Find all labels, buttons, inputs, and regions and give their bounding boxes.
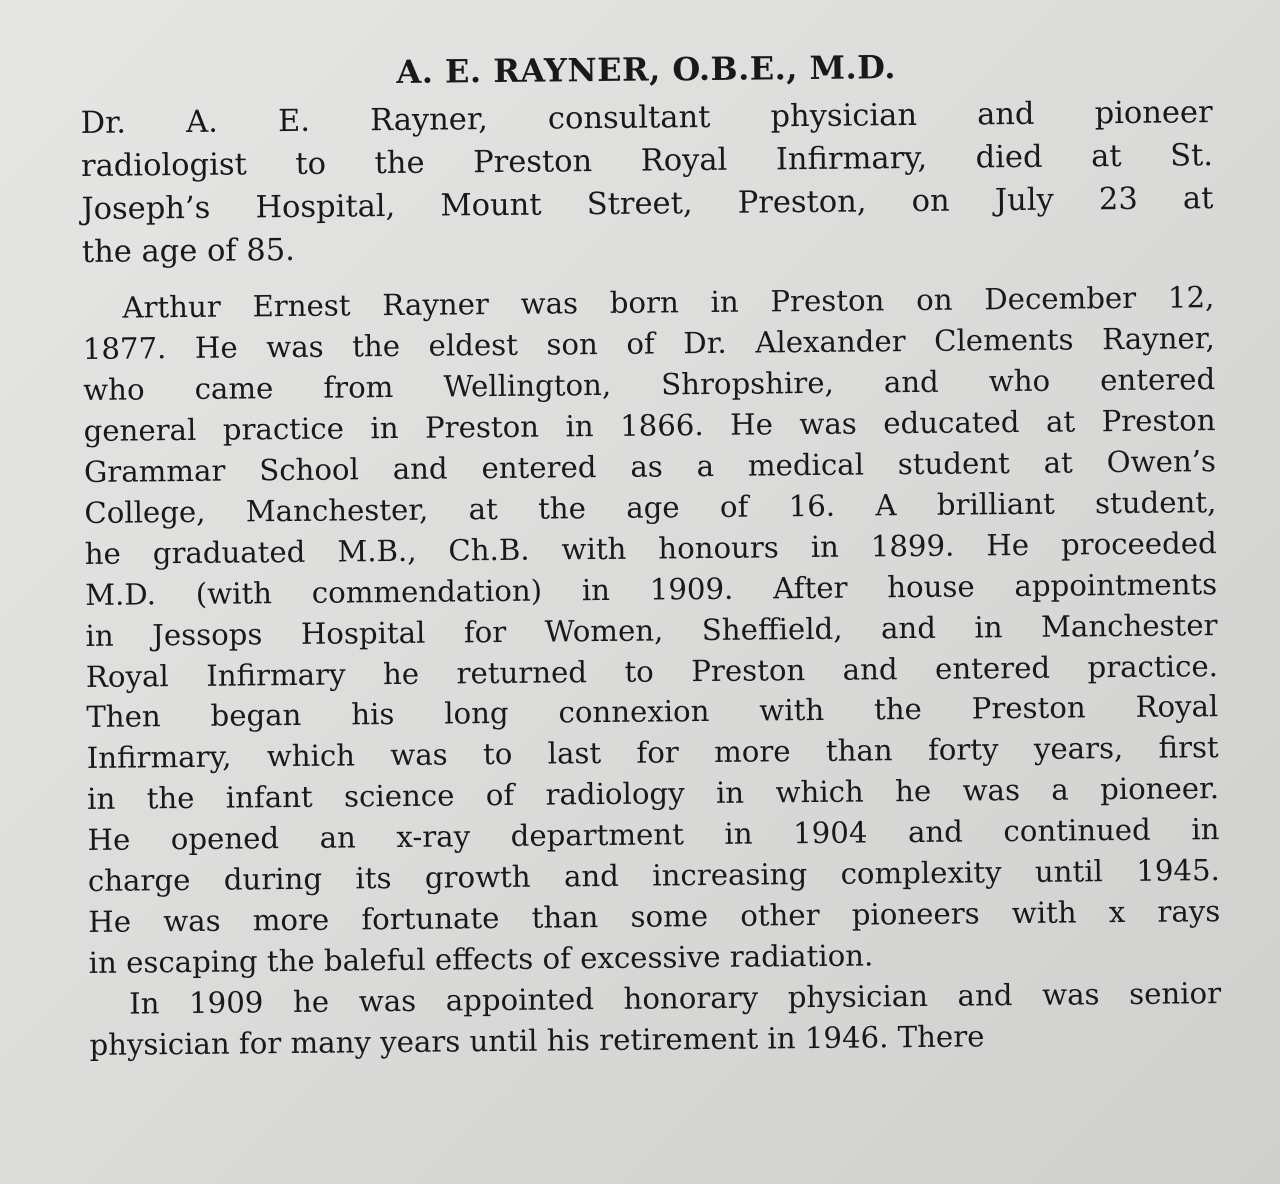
text-line: In 1909 he was appointed honorary physician and was senior [128,975,1222,1021]
text-line: in escaping the baleful effects of excessive radiation. [88,938,874,980]
text-line: 1877. He was the eldest son of Dr. Alexander Clements Rayner, [82,321,1215,367]
text-line: Arthur Ernest Rayner was born in Preston on December 12, [122,280,1215,325]
paragraph-1 [80,92,1214,275]
text-line: the age of 85. [81,233,296,271]
text-line: Then began his long connexion with the Preston Royal [86,689,1219,735]
text-line: M.D. (with commendation) in 1909. After house appointments [85,566,1218,612]
text-line: College, Manchester, at the age of 16. A brilliant student, [84,485,1217,530]
text-line: Dr. A. E. Rayner, consultant physician and pioneer [80,95,1213,142]
text-line: Grammar School and entered as a medical student at Owen’s [83,444,1217,489]
text-line: general practice in Preston in 1866. He was educated at Preston [83,403,1216,449]
paragraph-2 [82,278,1221,984]
text-line: in the infant science of radiology in which he was a pioneer. [86,771,1220,817]
text-line: Royal Infirmary he returned to Preston and entered practice. [85,648,1219,694]
text-line: Infirmary, which was to last for more than forty years, first [86,730,1219,776]
obituary-title: A. E. RAYNER, O.B.E., M.D. [396,48,897,91]
text-line: he graduated M.B., Ch.B. with honours in 1899. He proceeded [84,525,1217,571]
paragraph-3 [89,973,1222,1066]
text-line: physician for many years until his retirement in 1946. There [89,1019,985,1062]
text-line: He opened an x-ray department in 1904 and continued in [87,812,1220,858]
text-line: charge during its growth and increasing complexity until 1945. [87,853,1221,899]
text-line: He was more fortunate than some other pioneers with x rays [88,894,1221,939]
text-column [80,45,1222,1065]
text-line: in Jessops Hospital for Women, Sheffield, and in Manchester [85,607,1218,653]
text-line: Joseph’s Hospital, Mount Street, Preston, on July 23 at [81,181,1214,228]
text-line: who came from Wellington, Shropshire, and who entered [83,362,1216,408]
text-line: radiologist to the Preston Royal Infirmary, died at St. [80,138,1214,185]
